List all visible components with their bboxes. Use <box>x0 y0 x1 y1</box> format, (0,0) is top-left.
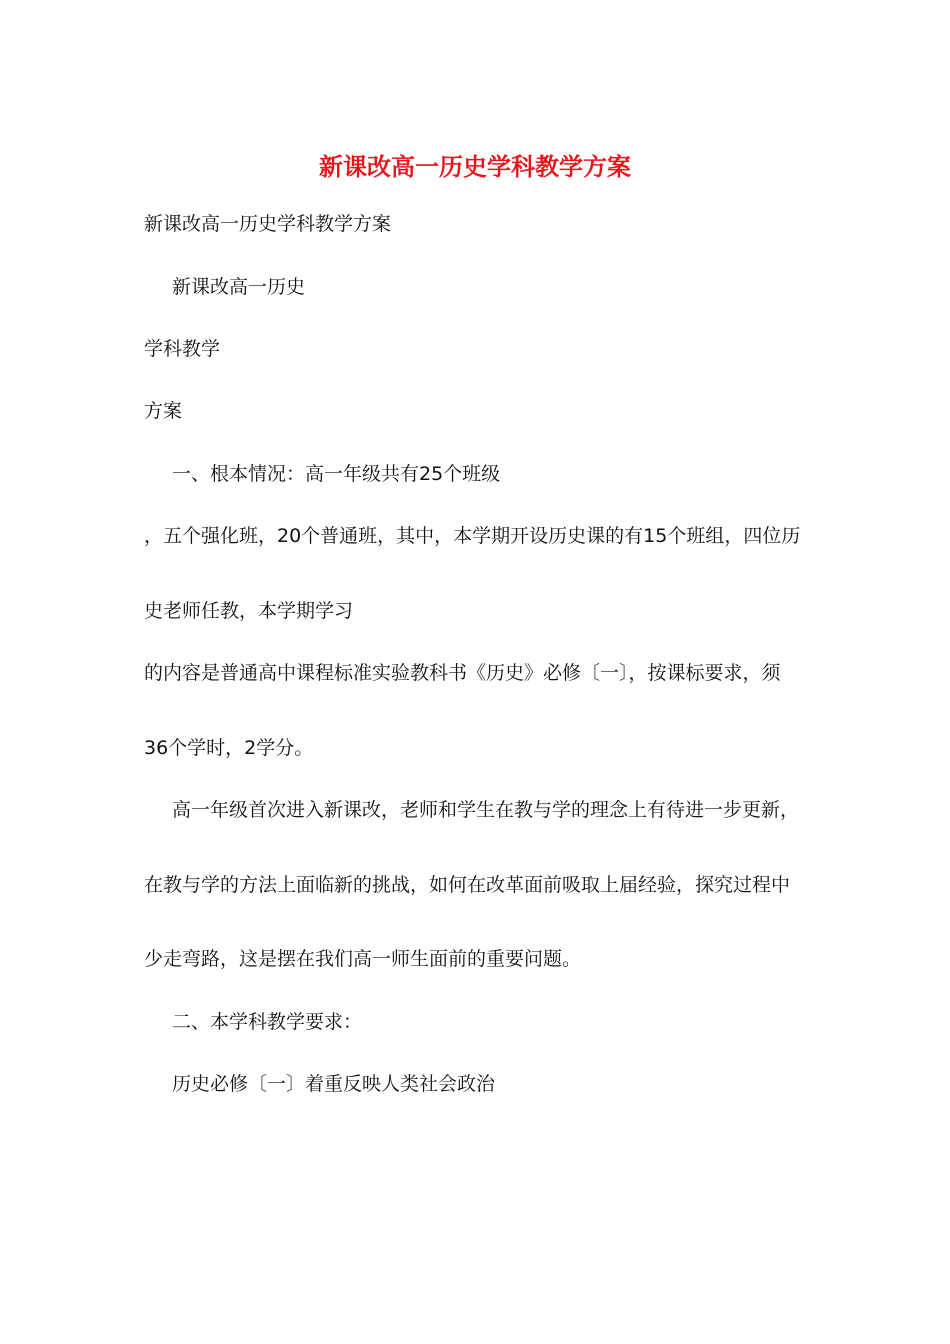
paragraph-line: 史老师任教，本学期学习 <box>144 600 354 622</box>
paragraph-line: 少走弯路，这是摆在我们高一师生面前的重要问题。 <box>144 948 582 970</box>
subtitle-line: 新课改高一历史学科教学方案 <box>144 213 392 235</box>
paragraph-line: ，五个强化班，20个普通班，其中，本学期开设历史课的有15个班组，四位历 <box>144 525 801 547</box>
paragraph-line: 新课改高一历史 <box>172 276 306 298</box>
document-title: 新课改高一历史学科教学方案 <box>319 152 631 181</box>
section-heading: 一、根本情况：高一年级共有25个班级 <box>172 463 501 485</box>
paragraph-line: 高一年级首次进入新课改，老师和学生在教与学的理念上有待进一步更新， <box>172 799 800 821</box>
paragraph-line: 方案 <box>144 400 183 422</box>
paragraph-line: 在教与学的方法上面临新的挑战，如何在改革面前吸取上届经验，探究过程中 <box>144 874 791 896</box>
paragraph-line: 36个学时，2学分。 <box>144 737 314 759</box>
paragraph-line: 学科教学 <box>144 338 221 360</box>
paragraph-line: 历史必修〔一〕着重反映人类社会政治 <box>172 1073 496 1095</box>
section-heading: 二、本学科教学要求： <box>172 1011 363 1033</box>
paragraph-line: 的内容是普通高中课程标准实验教科书《历史》必修〔一〕，按课标要求，须 <box>144 662 781 684</box>
